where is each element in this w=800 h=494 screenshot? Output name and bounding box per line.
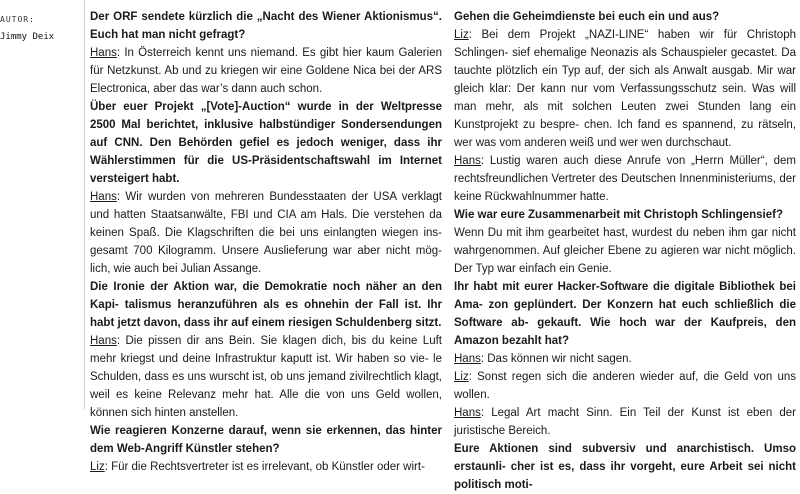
paragraph-text: : Lustig waren auch diese Anrufe von „Herrn Müller“, dem rechtsfreundlichen Vertreter des Deutschen Innenministeriums, der keine Rückwahlnummer hatte. [454,155,796,203]
interview-question [90,98,442,188]
interview-answer [454,152,796,206]
interview-question [454,206,796,224]
speaker-name: Liz [454,371,469,383]
interview-answer [90,44,442,98]
paragraph-text: Gehen die Geheimdienste bei euch ein und aus? [454,11,720,23]
paragraph-text: : Legal Art macht Sinn. Ein Teil der Kunst ist eben der juristische Bereich. [454,407,796,437]
interview-answer [454,350,796,368]
speaker-name: Hans [454,155,481,167]
interview-question [90,422,442,458]
paragraph-text: Eure Aktionen sind subversiv und anarchistisch. Umso erstaunli- cher ist es, dass ihr vorgeht, eure Arbeit sei nicht politisch moti- [454,443,796,491]
article-column-left [90,8,442,476]
paragraph-text: Über euer Projekt „[Vote]-Auction“ wurde in der Weltpresse 2500 Mal berichtet, inklusive halbstündiger Sondersendungen auf CNN. Den Behörden gefiel es jedoch weniger, dass ihr Wählerstimmen für die US-Präsidentschaftswahl im Internet versteigert habt. [90,101,442,185]
interview-answer [454,224,796,278]
author-name: Jimmy Deix [0,32,55,42]
interview-question [90,8,442,44]
paragraph-text: : Die pissen dir ans Bein. Sie klagen dich, bis du keine Luft mehr kriegst und deine Infrastruktur kaputt ist. Wir haben so vie- le Schulden, dass es uns wurscht ist, ob uns jemand zivilrechtlich klagt, weil es keine Relevanz mehr hat. Alle die von uns Geld wollen, können sich hinten anstellen. [90,335,442,419]
speaker-name: Liz [90,461,105,473]
interview-question [454,278,796,350]
speaker-name: Hans [454,353,481,365]
paragraph-text: Wenn Du mit ihm gearbeitet hast, wurdest du neben ihm gar nicht wahrgenommen. Auf gleicher Ebene zu agieren war nicht möglich. Der Typ war einfach ein Genie. [454,227,796,275]
speaker-name: Hans [90,47,117,59]
column-divider [84,0,85,409]
interview-answer [454,26,796,152]
speaker-name: Hans [90,191,117,203]
article-column-right [454,8,796,494]
interview-answer [90,458,442,476]
speaker-name: Hans [454,407,481,419]
interview-question [454,440,796,494]
interview-answer [454,368,796,404]
paragraph-text: : In Österreich kennt uns niemand. Es gibt hier kaum Galerien für Netzkunst. Ab und zu kriegen wir eine Goldene Nica bei der ARS Electronica, aber das war’s dann auch schon. [90,47,442,95]
paragraph-text: Die Ironie der Aktion war, die Demokratie noch näher an den Kapi- talismus heranzuführen als es ohnehin der Fall ist. Ihr habt jetzt davon, dass ihr auf einem riesigen Schuldenberg sitzt. [90,281,442,329]
paragraph-text: : Bei dem Projekt „NAZI-LINE“ haben wir für Christoph Schlingen- sief ehemalige Neonazis als Schauspieler gecastet. Da tauchte plötzlich ein Typ auf, der sich als Anwalt ausgab. Mir war gleich klar: Der kann nur vom Verfassungsschutz sein. Was will man mehr, als mit solchen Leuten zwei Stunden lang ein Kunstprojekt zu bespre- chen. Ich fand es spannend, zu rätseln, wer was vom anderen weiß und wer wen durchschaut. [454,29,796,149]
paragraph-text: : Für die Rechtsvertreter ist es irrelevant, ob Künstler oder wirt- [104,461,425,473]
speaker-name: Liz [454,29,469,41]
paragraph-text: Der ORF sendete kürzlich die „Nacht des Wiener Aktionismus“. Euch hat man nicht gefragt? [90,11,442,41]
paragraph-text: Wie war eure Zusammenarbeit mit Christoph Schlingensief? [454,209,783,221]
paragraph-text: Wie reagieren Konzerne darauf, wenn sie erkennen, das hinter dem Web-Angriff Künstler stehen? [90,425,442,455]
speaker-name: Hans [90,335,117,347]
author-label: AUTOR: [0,15,35,24]
paragraph-text: : Wir wurden von mehreren Bundesstaaten der USA verklagt und hatten Staatsanwälte, FBI und CIA am Hals. Die verstehen da keinen Spaß. Die Klagschriften die bei uns einlangten wiegen ins- gesamt 700 Kilogramm. Unsere Auslieferung war aber nicht mög- lich, wie auch bei Julian Assange. [90,191,442,275]
interview-answer [454,404,796,440]
article-meta [0,0,84,409]
interview-question [90,278,442,332]
interview-question [454,8,796,26]
paragraph-text: : Das können wir nicht sagen. [480,353,632,365]
interview-answer [90,188,442,278]
paragraph-text: Ihr habt mit eurer Hacker-Software die digitale Bibliothek bei Ama- zon geplündert. Der Konzern hat euch schließlich die Software ab- gekauft. Wie hoch war der Kaufpreis, den Amazon bezahlt hat? [454,281,796,347]
paragraph-text: : Sonst regen sich die anderen wieder auf, die Geld von uns wollen. [454,371,796,401]
